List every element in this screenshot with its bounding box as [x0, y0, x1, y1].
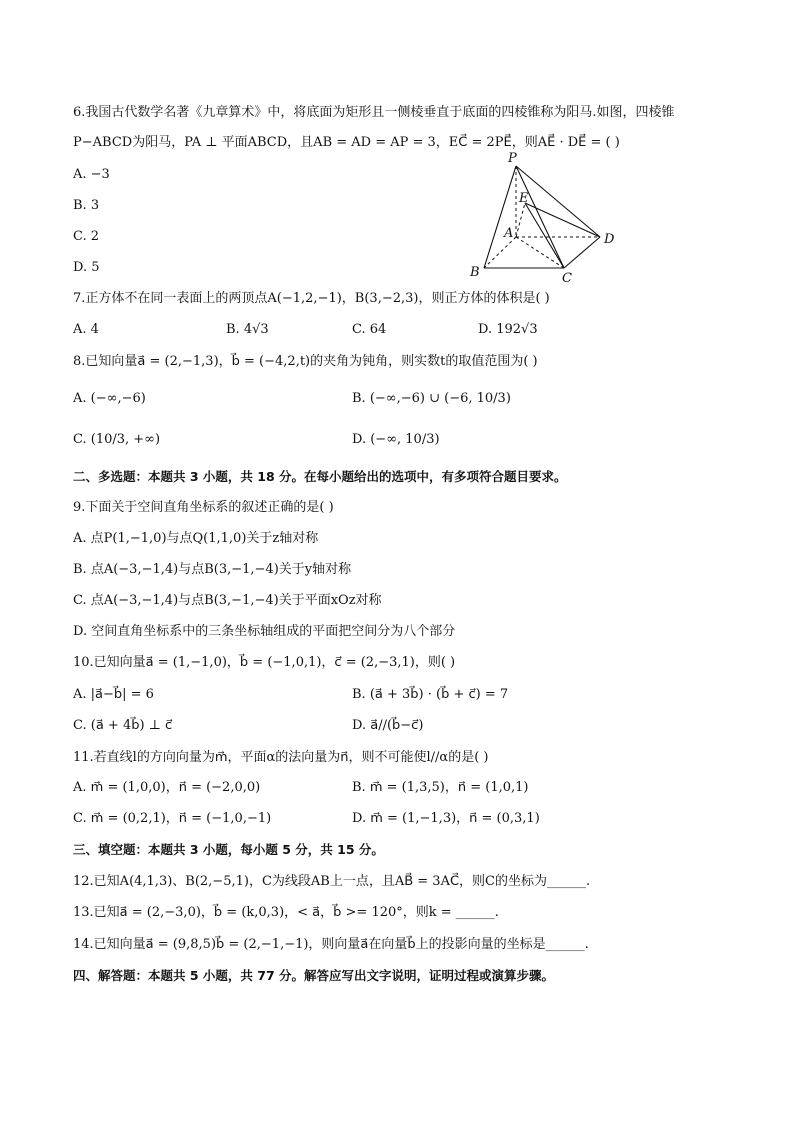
q12-stem: 12.已知A(4,1,3)、B(2,−5,1)，C为线段AB上一点，且AB⃗ = 3AC⃗，则C的坐标为______. [73, 874, 591, 889]
q7-option-b: B. 4√3 [226, 322, 269, 337]
edge-ec [525, 203, 564, 268]
q9-stem: 9.下面关于空间直角坐标系的叙述正确的是( ) [73, 500, 334, 515]
q9-option-d: D. 空间直角坐标系中的三条坐标轴组成的平面把空间分为八个部分 [73, 624, 456, 639]
section-free-response: 四、解答题：本题共 5 小题，共 77 分。解答应写出文字说明，证明过程或演算步骤。 [73, 968, 555, 983]
edge-cd [564, 237, 600, 268]
q8-option-c: C. (10/3, +∞) [73, 432, 161, 447]
q7-stem: 7.正方体不在同一表面上的两顶点A(−1,2,−1)，B(3,−2,3)，则正方体的体积是( ) [73, 291, 550, 306]
q6-stem-line2: P−ABCD为阳马，PA ⊥ 平面ABCD，且AB = AD = AP = 3，EC⃗ = 2PE⃗，则AE⃗ · DE⃗ = ( ) [73, 135, 620, 150]
q10-option-c: C. (a⃗ + 4b⃗) ⊥ c⃗ [73, 718, 173, 733]
q8-stem: 8.已知向量a⃗ = (2,−1,3)，b⃗ = (−4,2,t)的夹角为钝角，则实数t的取值范围为( ) [73, 354, 538, 369]
q8-option-b: B. (−∞,−6) ∪ (−6, 10/3) [352, 391, 511, 406]
label-d: D [604, 232, 615, 247]
q11-option-d: D. m⃗ = (1,−1,3)，n⃗ = (0,3,1) [352, 811, 540, 826]
q11-stem: 11.若直线l的方向向量为m⃗，平面α的法向量为n⃗，则不可能使l//α的是( ) [73, 750, 489, 765]
q9-option-a: A. 点P(1,−1,0)与点Q(1,1,0)关于z轴对称 [73, 531, 319, 546]
q6-option-b: B. 3 [73, 198, 100, 213]
q8-option-a: A. (−∞,−6) [73, 391, 146, 406]
q7-option-c: C. 64 [352, 322, 387, 337]
edge-pb [484, 166, 516, 268]
q6-option-a: A. −3 [73, 167, 110, 182]
label-c: C [562, 271, 572, 286]
q10-option-d: D. a⃗//(b⃗−c⃗) [352, 718, 424, 733]
edge-pd [516, 166, 600, 237]
label-a: A [504, 226, 514, 241]
label-e: E [519, 191, 529, 206]
q11-option-b: B. m⃗ = (1,3,5)，n⃗ = (1,0,1) [352, 780, 529, 795]
q11-option-a: A. m⃗ = (1,0,0)，n⃗ = (−2,0,0) [73, 780, 261, 795]
edge-ed [525, 203, 600, 237]
q7-option-d: D. 192√3 [478, 322, 538, 337]
q7-option-a: A. 4 [73, 322, 99, 337]
edge-ae [516, 203, 525, 237]
q13-stem: 13.已知a⃗ = (2,−3,0)，b⃗ = (k,0,3)，< a⃗，b⃗ >= 120°，则k = ______. [73, 905, 499, 920]
q6-option-c: C. 2 [73, 229, 100, 244]
q10-option-b: B. (a⃗ + 3b⃗) · (b⃗ + c⃗) = 7 [352, 687, 509, 702]
label-p: P [508, 151, 517, 166]
section-fill-in: 三、填空题：本题共 3 小题，每小题 5 分，共 15 分。 [73, 842, 384, 857]
q6-option-d: D. 5 [73, 260, 100, 275]
section-multiple-choice: 二、多选题：本题共 3 小题，共 18 分。在每小题给出的选项中，有多项符合题目要求。 [73, 469, 567, 484]
q11-option-c: C. m⃗ = (0,2,1)，n⃗ = (−1,0,−1) [73, 811, 272, 826]
label-b: B [470, 265, 480, 280]
q8-option-d: D. (−∞, 10/3) [352, 432, 440, 447]
q6-stem-line1: 6.我国古代数学名著《九章算术》中，将底面为矩形且一侧棱垂直于底面的四棱锥称为阳马.如图，四棱锥 [73, 105, 675, 120]
q10-stem: 10.已知向量a⃗ = (1,−1,0)，b⃗ = (−1,0,1)，c⃗ = (2,−3,1)，则( ) [73, 655, 456, 670]
q10-option-a: A. |a⃗−b⃗| = 6 [73, 687, 154, 702]
q6-pyramid-figure [460, 148, 630, 288]
q9-option-b: B. 点A(−3,−1,4)与点B(3,−1,−4)关于y轴对称 [73, 562, 352, 577]
q9-option-c: C. 点A(−3,−1,4)与点B(3,−1,−4)关于平面xOz对称 [73, 593, 382, 608]
q14-stem: 14.已知向量a⃗ = (9,8,5)b⃗ = (2,−1,−1)，则向量a⃗在向量b⃗上的投影向量的坐标是______. [73, 937, 589, 952]
